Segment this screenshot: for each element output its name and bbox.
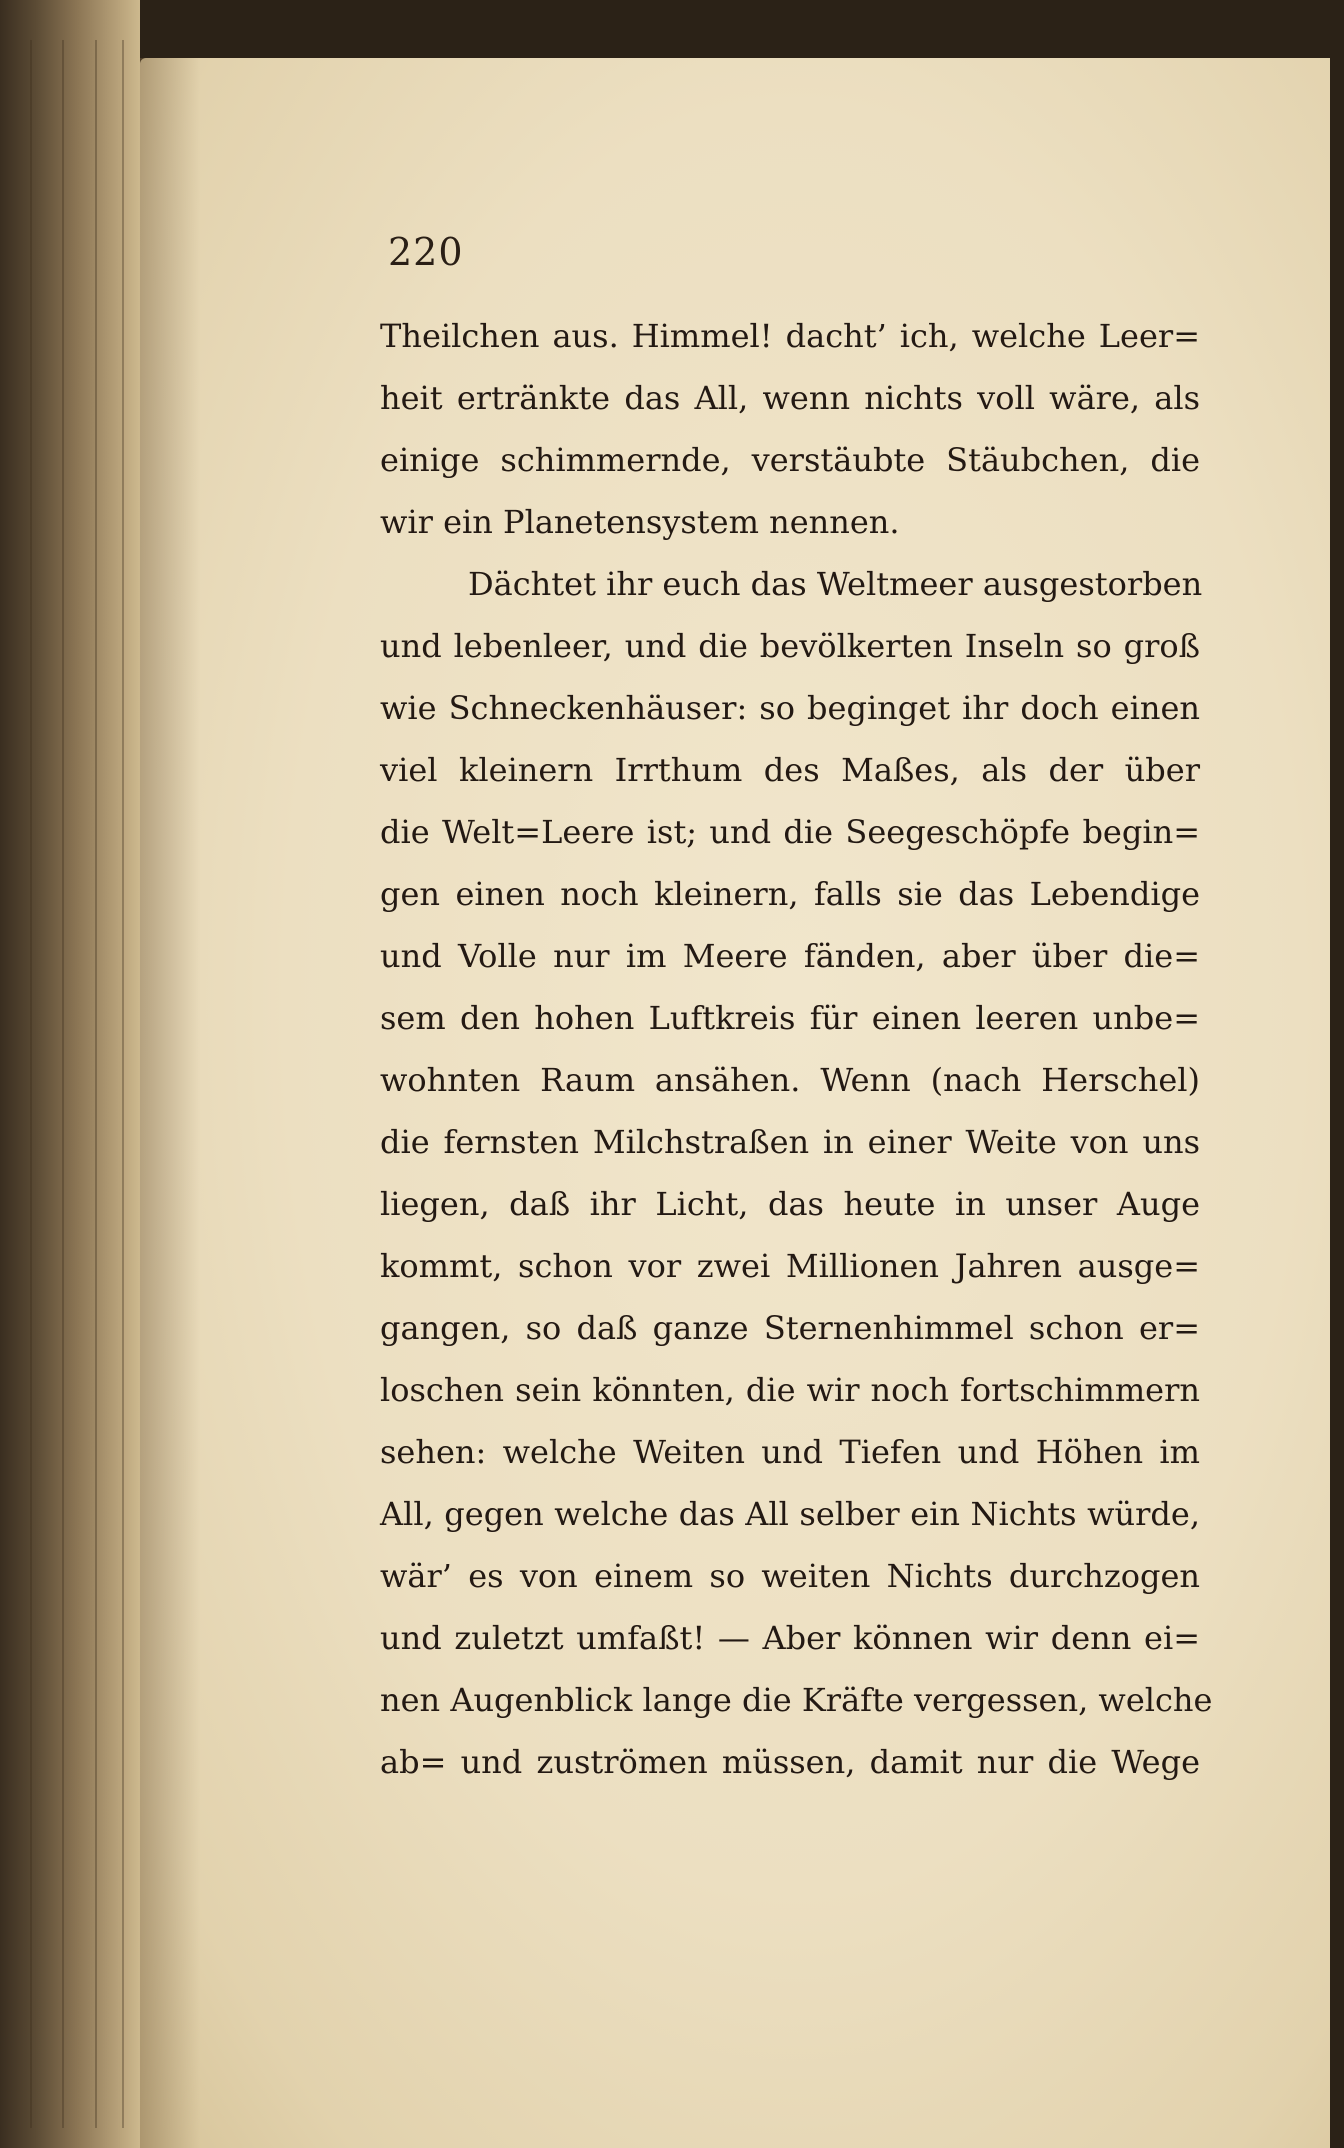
text-line: und lebenleer, und die bevölkerten Inseln so groß xyxy=(380,627,1200,665)
page-number: 220 xyxy=(388,230,464,274)
text-line: sehen: welche Weiten und Tiefen und Höhen im xyxy=(380,1433,1200,1471)
page-edge-line xyxy=(95,40,97,2128)
text-line: wir ein Planetensystem nennen. xyxy=(380,503,900,541)
text-line: wär’ es von einem so weiten Nichts durchzogen xyxy=(380,1557,1200,1595)
page-edge-line xyxy=(122,40,124,2128)
page-edge-line xyxy=(30,40,32,2128)
text-line: liegen, daß ihr Licht, das heute in unser Auge xyxy=(380,1185,1200,1223)
gutter-shadow xyxy=(140,58,200,2148)
text-line: heit ertränkte das All, wenn nichts voll wäre, als xyxy=(380,379,1200,417)
text-line: und Volle nur im Meere fänden, aber über die= xyxy=(380,937,1200,975)
text-line: kommt, schon vor zwei Millionen Jahren ausge= xyxy=(380,1247,1200,1285)
page-edges xyxy=(0,0,140,2148)
text-line: wie Schneckenhäuser: so beginget ihr doch einen xyxy=(380,689,1200,727)
page-edge-line xyxy=(62,40,64,2128)
text-line: viel kleinern Irrthum des Maßes, als der über xyxy=(380,751,1200,789)
text-line: gen einen noch kleinern, falls sie das Lebendige xyxy=(380,875,1200,913)
text-line: die Welt=Leere ist; und die Seegeschöpfe begin= xyxy=(380,813,1200,851)
text-line: sem den hohen Luftkreis für einen leeren unbe= xyxy=(380,999,1200,1037)
text-line: Dächtet ihr euch das Weltmeer ausgestorben xyxy=(468,565,1203,603)
text-line: Theilchen aus. Himmel! dacht’ ich, welche Leer= xyxy=(380,317,1200,355)
text-line: gangen, so daß ganze Sternenhimmel schon er= xyxy=(380,1309,1200,1347)
text-line: die fernsten Milchstraßen in einer Weite von uns xyxy=(380,1123,1200,1161)
body-text xyxy=(380,305,1213,1793)
text-line: einige schimmernde, verstäubte Stäubchen, die xyxy=(380,441,1200,479)
text-line: ab= und zuströmen müssen, damit nur die Wege xyxy=(380,1743,1200,1781)
text-line: und zuletzt umfaßt! — Aber können wir denn ei= xyxy=(380,1619,1200,1657)
text-line: nen Augenblick lange die Kräfte vergessen, welche xyxy=(380,1681,1213,1719)
text-line: loschen sein könnten, die wir noch fortschimmern xyxy=(380,1371,1200,1409)
text-line: All, gegen welche das All selber ein Nichts würde, xyxy=(380,1495,1200,1533)
text-line: wohnten Raum ansähen. Wenn (nach Herschel) xyxy=(380,1061,1200,1099)
